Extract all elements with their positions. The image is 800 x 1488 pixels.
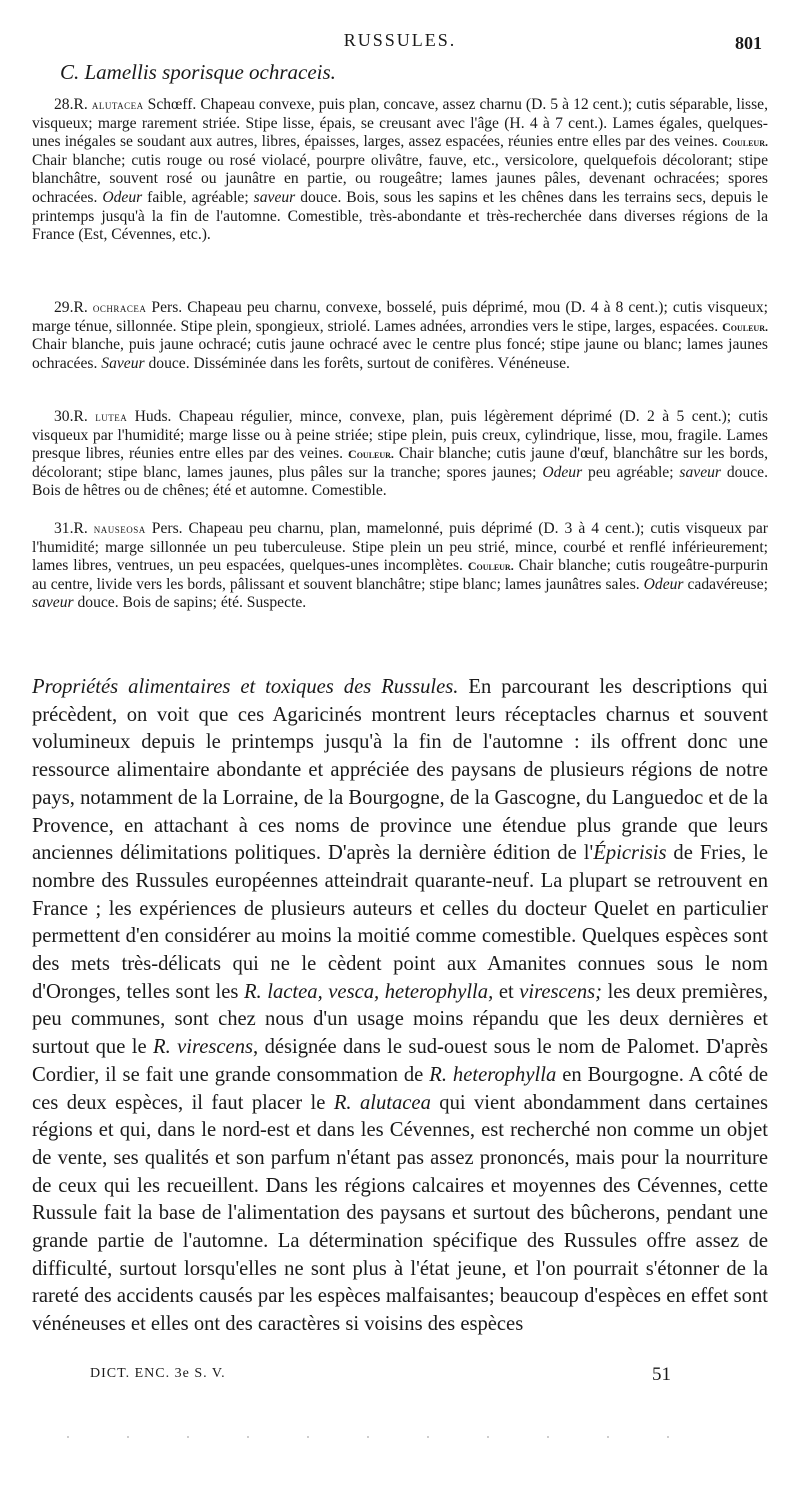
scan-noise <box>38 1434 718 1440</box>
saveur-label: saveur <box>32 594 74 612</box>
species-description: Chair blanche; cutis rougeâtre-purpurin au centre, livide vers les bords, pâlissant et souvent blanchâtre; stipe blanc; lames jaunâtres sales. <box>32 557 768 593</box>
paragraph-text: et <box>493 980 520 1003</box>
species-number: 31. <box>54 520 74 537</box>
couleur-label: Couleur. <box>467 559 514 574</box>
species-description: faible, agréable; <box>142 188 254 206</box>
saveur-label: saveur <box>253 188 296 206</box>
species-name: R. alutacea <box>333 1091 431 1114</box>
species-name: R. heterophylla <box>429 1063 557 1086</box>
species-description: Chair blanche; cutis jaune d'œuf, blanchâtre sur les bords, décolorant; stipe blanc, lames jaunes, plus pâles sur la tranche; spores jaunes; <box>32 445 768 481</box>
species-genus: R. <box>73 299 88 316</box>
species-description: Chair blanche, puis jaune ochracé; cutis jaune ochracé avec le centre plus foncé; stipe jaune ou blanc; lames jaunes ochracées. <box>32 336 768 372</box>
work-title: Épicrisis <box>593 842 667 865</box>
printer-signature: DICT. ENC. 3e S. V. <box>90 1366 226 1381</box>
species-entry-28 <box>32 96 768 245</box>
couleur-label: Couleur. <box>348 447 394 462</box>
species-number: 29. <box>54 299 74 316</box>
species-name: virescens; <box>519 980 602 1003</box>
odeur-label: Odeur <box>643 575 684 593</box>
species-description: peu agréable; <box>582 463 680 481</box>
paragraph-text: de Fries, le nombre des Russules européennes atteindrait quarante-neuf. La plupart se retrouvent en France ; les expériences de plusieurs auteurs et celles du docteur Quelet en particulier permettent d'en considérer au moins la moitié comme comestible. Quelques espèces sont des mets très-délicats qui ne le cèdent point aux Amanites connues sous le nom d'Oronges, telles sont les <box>32 842 768 1003</box>
saveur-label: saveur <box>679 463 721 481</box>
species-entry-30 <box>32 408 768 501</box>
species-description: douce. Bois, sous les sapins et les chênes dans les terrains secs, depuis le printemps jusqu'à la fin de l'automne. Comestible, très-abondante et très-recherchée dans diverses régions de la France (Est, Cévennes, etc.). <box>32 188 768 244</box>
species-entry-31 <box>32 520 768 613</box>
paragraph-text: En parcourant les descriptions qui précèdent, on voit que ces Agaricinés montrent leurs réceptacles charnus et souvent volumineux depuis le printemps jusqu'à la fin de l'automne : ils offrent donc une ressource alimentaire abondante et appréciée des paysans de plusieurs régions de notre pays, notamment de la Lorraine, de la Bourgogne, de la Gascogne, du Languedoc et de la Provence, en attachant à ces noms de province une étendue plus grande que leurs anciennes délimitations politiques. D'après la dernière édition de l' <box>32 676 768 865</box>
species-description: douce. Bois de sapins; été. Suspecte. <box>73 594 307 612</box>
section-heading: C. Lamellis sporisque ochraceis. <box>60 60 336 84</box>
paragraph-text: qui vient abondamment dans certaines régions et qui, dans le nord-est et dans les Cévennes, est recherché non comme un objet de vente, ses qualités et son parfum n'étant pas assez prononcés, mais pour la nourriture de ceux qui les recueillent. Dans les régions calcaires et moyennes des Cévennes, cette Russule fait la base de l'alimentation des paysans et surtout des bûcherons, pendant une grande partie de l'automne. La détermination spécifique des Russules offre assez de difficulté, surtout lorsqu'elles ne sont plus à l'état jeune, et l'on pourrait s'étonner de la rareté des accidents causés par les espèces malfaisantes; beaucoup d'espèces en effet sont vénéneuses et elles ont des caractères si voisins des espèces <box>32 1091 768 1336</box>
species-epithet: nauseosa <box>93 521 146 536</box>
species-genus: R. <box>73 520 88 537</box>
main-paragraph <box>32 674 768 1339</box>
odeur-label: Odeur <box>542 463 583 481</box>
species-description: douce. Disséminée dans les forêts, surtout de conifères. Vénéneuse. <box>144 354 570 372</box>
couleur-label: Couleur. <box>722 135 768 150</box>
species-genus: R. <box>73 96 88 113</box>
species-epithet: ochracea <box>92 300 147 315</box>
species-epithet: alutacea <box>91 97 144 112</box>
species-description: Schœff. Chapeau convexe, puis plan, concave, assez charnu (D. 5 à 12 cent.); cutis séparable, lisse, visqueux; marge rarement striée. Stipe lisse, épais, se creusant avec l'âge (H. 4 à 7 cent.). Lames égales, quelques-unes inégales se soudant aux autres, libres, épaisses, larges, assez espacées, réunies entre elles par des veines. <box>32 96 768 151</box>
saveur-label: Saveur <box>101 354 145 372</box>
species-description: Chair blanche; cutis rouge ou rosé violacé, pourpre olivâtre, fauve, etc., versicolore, quelquefois décolorant; stipe blanchâtre, souvent rosé ou jaunâtre en partie, ou rougeâtre; lames jaunes pâles, devenant ochracées; spores ochracées. <box>32 151 768 206</box>
species-number: 28. <box>54 96 74 113</box>
species-names: R. lactea, vesca, heterophylla, <box>243 980 494 1003</box>
species-number: 30. <box>54 408 74 425</box>
couleur-label: Couleur. <box>722 319 768 334</box>
paragraph-text: les deux premières, peu communes, sont chez nous d'un usage moins répandu que les deux dernières et surtout que le <box>32 980 768 1059</box>
species-entry-29 <box>32 299 768 373</box>
species-description: Pers. Chapeau peu charnu, plan, mamelonné, puis déprimé (D. 3 à 4 cent.); cutis visqueux par l'humidité; marge sillonnée un peu tuberculeuse. Stipe plein un peu strié, mince, courbé et renflé inférieurement; lames libres, ventrues, un peu espacées, quelques-unes incomplètes. <box>32 520 768 575</box>
species-description: cadavéreuse; <box>683 575 768 593</box>
paragraph-title: Propriétés alimentaires et toxiques des Russules. <box>32 676 459 698</box>
odeur-label: Odeur <box>102 188 143 206</box>
paragraph-text: , désignée dans le sud-ouest sous le nom de Palomet. D'après Cordier, il se fait une grande consommation de <box>32 1036 768 1086</box>
species-name: R. virescens <box>153 1036 254 1059</box>
sheet-number: 51 <box>652 1364 671 1385</box>
species-epithet: lutea <box>95 409 128 424</box>
paragraph-text: en Bourgogne. A côté de ces deux espèces, il faut placer le <box>32 1063 769 1114</box>
species-description: Pers. Chapeau peu charnu, convexe, bosselé, puis déprimé, mou (D. 4 à 8 cent.); cutis visqueux; marge ténue, sillonnée. Stipe plein, spongieux, striolé. Lames adnées, arrondies vers le stipe, larges, espacées. <box>32 299 768 335</box>
species-description: Huds. Chapeau régulier, mince, convexe, plan, puis légèrement déprimé (D. 2 à 5 cent.); cutis visqueux par l'humidité; marge lisse ou à peine striée; stipe plein, puis creux, cylindrique, lisse, mou, fragile. Lames presque libres, réunies entre elles par des veines. <box>32 408 768 463</box>
species-genus: R. <box>73 408 88 425</box>
running-title: RUSSULES. <box>343 30 457 50</box>
species-description: douce. Bois de hêtres ou de chênes; été et automne. Comestible. <box>32 463 768 500</box>
page-number: 801 <box>735 33 762 53</box>
